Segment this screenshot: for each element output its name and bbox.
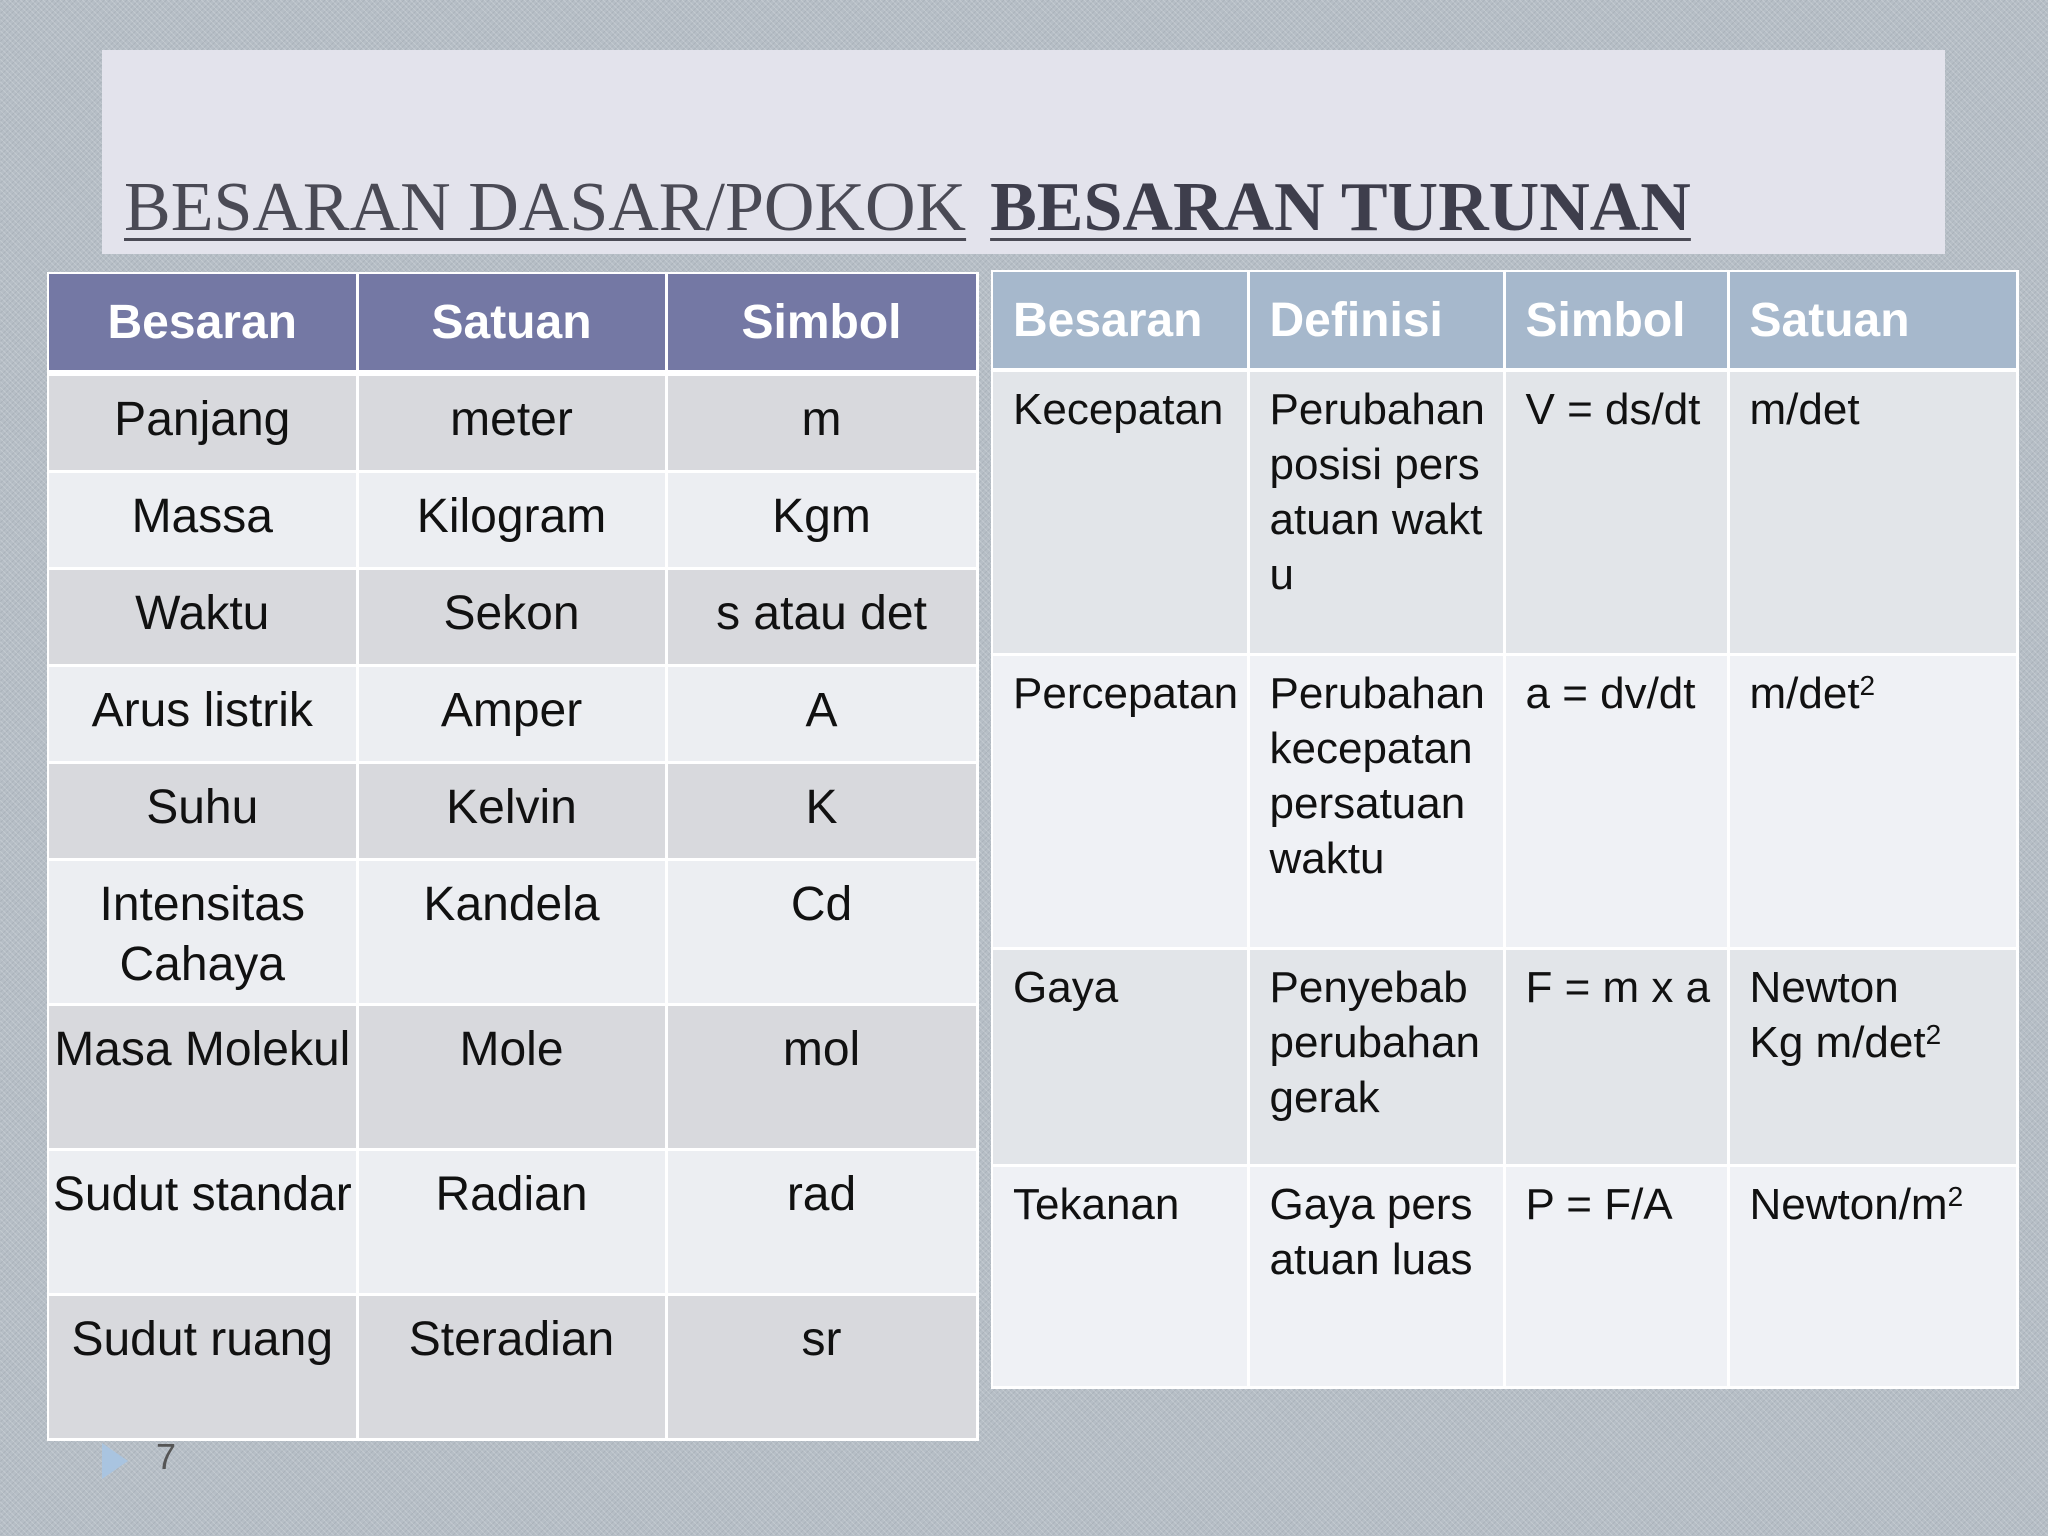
cell-besaran: Tekanan (992, 1165, 1248, 1387)
cell-besaran: Sudut ruang (48, 1295, 357, 1440)
satuan-line1: Newton (1749, 962, 1899, 1012)
cell-satuan: Kelvin (357, 763, 666, 860)
satuan-text: Kg m/det (1749, 1017, 1926, 1067)
cell-simbol: A (666, 666, 977, 763)
col-header-besaran: Besaran (992, 271, 1248, 370)
table-row (48, 472, 977, 569)
cell-simbol: s atau det (666, 569, 977, 666)
cell-simbol: a = dv/dt (1504, 654, 1728, 948)
cell-satuan: Kandela (357, 860, 666, 1005)
cell-satuan (1728, 370, 2017, 654)
table-header-row (992, 271, 2017, 370)
cell-satuan: Steradian (357, 1295, 666, 1440)
table-row (48, 1150, 977, 1295)
cell-besaran: Percepatan (992, 654, 1248, 948)
satuan-text: m/det (1749, 668, 1860, 718)
cell-definisi: Gaya persatuan luas (1248, 1165, 1504, 1387)
cell-besaran: Massa (48, 472, 357, 569)
table-row (48, 763, 977, 860)
cell-definisi: Perubahan posisi persatuan waktu (1248, 370, 1504, 654)
title-basic: BESARAN DASAR/POKOK (124, 169, 967, 246)
cell-simbol: F = m x a (1504, 948, 1728, 1165)
satuan-superscript: 2 (1947, 1180, 1964, 1212)
cell-besaran: Intensitas Cahaya (48, 860, 357, 1005)
cell-besaran: Gaya (992, 948, 1248, 1165)
cell-simbol: V = ds/dt (1504, 370, 1728, 654)
cell-satuan: Kilogram (357, 472, 666, 569)
cell-satuan: Radian (357, 1150, 666, 1295)
slide-title (124, 168, 1691, 248)
cell-simbol: m (666, 373, 977, 472)
satuan-superscript: 2 (1859, 669, 1876, 701)
col-header-simbol: Simbol (1504, 271, 1728, 370)
cell-satuan (1728, 1165, 2017, 1387)
col-header-besaran: Besaran (48, 273, 357, 373)
base-quantities-table (47, 272, 979, 1441)
satuan-text: Newton/m (1749, 1179, 1948, 1229)
cell-satuan (1728, 948, 2017, 1165)
table-header-row (48, 273, 977, 373)
cell-besaran: Arus listrik (48, 666, 357, 763)
cell-simbol: Cd (666, 860, 977, 1005)
cell-satuan: Amper (357, 666, 666, 763)
table-row (48, 1005, 977, 1150)
title-derived: BESARAN TURUNAN (990, 169, 1691, 246)
col-header-satuan: Satuan (357, 273, 666, 373)
cell-simbol: Kgm (666, 472, 977, 569)
cell-simbol: P = F/A (1504, 1165, 1728, 1387)
table-row (48, 666, 977, 763)
satuan-text: m/det (1749, 385, 1860, 434)
cell-simbol: rad (666, 1150, 977, 1295)
cell-simbol: K (666, 763, 977, 860)
satuan-superscript: 2 (1925, 1018, 1942, 1050)
cell-definisi: Perubahan kecepatan persatuan waktu (1248, 654, 1504, 948)
cell-besaran: Kecepatan (992, 370, 1248, 654)
cell-besaran: Sudut standar (48, 1150, 357, 1295)
table-row (48, 569, 977, 666)
cell-besaran: Masa Molekul (48, 1005, 357, 1150)
col-header-satuan: Satuan (1728, 271, 2017, 370)
col-header-simbol: Simbol (666, 273, 977, 373)
cell-satuan (1728, 654, 2017, 948)
table-row (992, 1165, 2017, 1387)
cell-satuan: meter (357, 373, 666, 472)
table-row (992, 370, 2017, 654)
cell-definisi: Penyebab perubahan gerak (1248, 948, 1504, 1165)
table-row (48, 373, 977, 472)
table-row (48, 860, 977, 1005)
cell-besaran: Suhu (48, 763, 357, 860)
cell-simbol: mol (666, 1005, 977, 1150)
col-header-definisi: Definisi (1248, 271, 1504, 370)
table-row (48, 1295, 977, 1440)
derived-quantities-table (991, 270, 2019, 1389)
table-row (992, 654, 2017, 948)
cell-besaran: Panjang (48, 373, 357, 472)
cell-satuan: Sekon (357, 569, 666, 666)
cell-simbol: sr (666, 1295, 977, 1440)
cell-satuan: Mole (357, 1005, 666, 1150)
triangle-right-icon (102, 1443, 128, 1479)
cell-besaran: Waktu (48, 569, 357, 666)
page-number: 7 (156, 1436, 177, 1477)
table-row (992, 948, 2017, 1165)
